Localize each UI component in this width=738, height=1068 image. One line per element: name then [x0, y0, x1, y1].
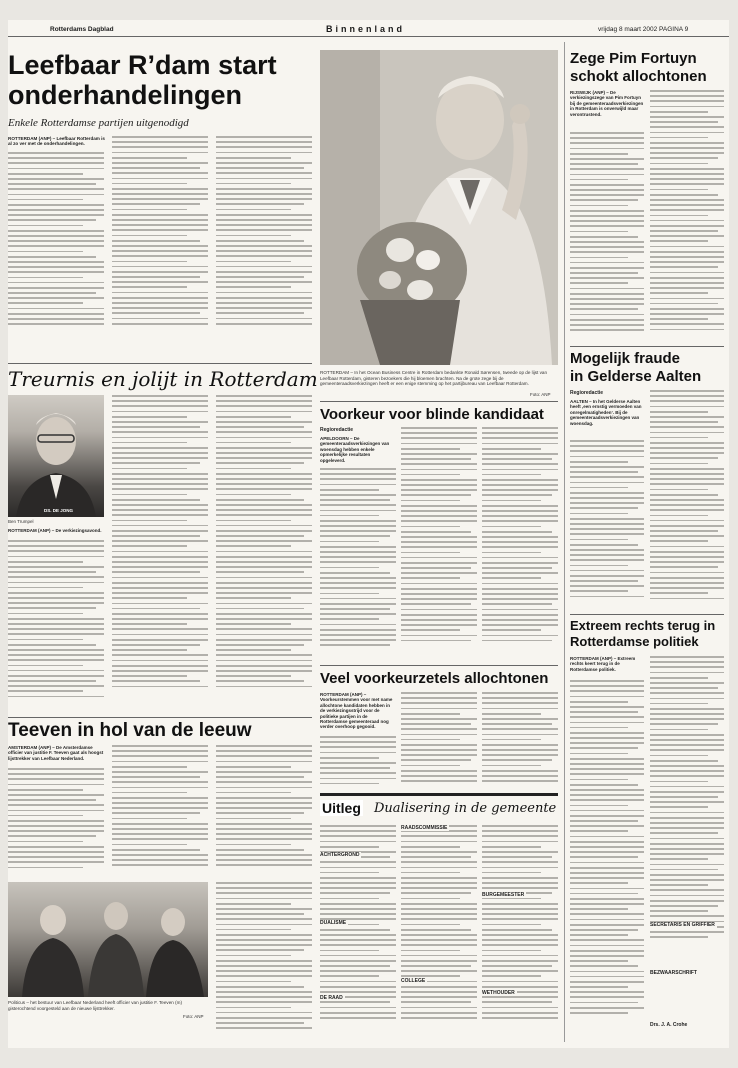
portrait-photo [8, 395, 104, 517]
portrait-name: DS. DE JONG [44, 508, 74, 513]
uitleg-col-2 [401, 825, 477, 1035]
uitleg-signature: Drs. J. A. Crohe [650, 1022, 688, 1028]
allochtonen-col-2 [401, 692, 477, 788]
rechts-col-1 [570, 680, 644, 1035]
treurnis-col-1 [8, 540, 104, 710]
section-rule-4 [320, 665, 558, 666]
main-col-3 [216, 136, 312, 352]
main-lead: ROTTERDAM (ANP) – Leefbaar Rotterdam is al zo ver met de onderhandelingen. [8, 136, 105, 147]
allochtonen-col-3 [482, 692, 558, 788]
blind-kicker: Regioredactie [320, 427, 354, 433]
header-rule [8, 36, 729, 37]
treurnis-headline: Treurnis en jolijt in Rotterdam [8, 367, 318, 391]
newspaper-page [8, 20, 729, 1048]
uitleg-sub-burgemeester: BURGEMEESTER [482, 892, 525, 898]
blind-lead: APELDOORN – De gemeenteraadsverkiezingen van woensdag hebben enkele opmerkelijke resultaten opgeleverd. [320, 436, 390, 463]
teeven-col-3 [216, 745, 312, 875]
fraude-kicker: Regioredactie [570, 390, 604, 396]
portrait-caption: Ben Trumpel [8, 519, 34, 524]
fortuyn-headline-1: Zege Pim Fortuyn [570, 50, 697, 67]
teeven-lead: AMSTERDAM (ANP) – De Amsterdamse officier van justitie F. Teeven gaat als hoogst lijsttrekker van Leefbaar Nederland. [8, 745, 104, 761]
main-headline-2: onderhandelingen [8, 80, 243, 110]
fortuyn-col-1 [570, 132, 644, 342]
section-title: Binnenland [326, 24, 405, 34]
main-col-2 [112, 136, 208, 352]
center-photo-credit: Foto: ANP [530, 392, 551, 397]
center-photo [320, 50, 558, 365]
rechts-headline-2: Rotterdamse politiek [570, 634, 699, 649]
teeven-col-4 [216, 882, 312, 1037]
uitleg-sub-wethouder: WETHOUDER [482, 990, 515, 996]
page-date: vrijdag 8 maart 2002 PAGINA 9 [598, 26, 689, 33]
uitleg-title: Dualisering in de gemeente [374, 801, 557, 816]
fraude-col-1 [570, 440, 644, 610]
uitleg-sub-college: COLLEGE [401, 978, 426, 984]
uitleg-sub-raadscommissie: RAADSCOMMISSIE [401, 825, 448, 831]
main-col-1 [8, 152, 104, 352]
section-rule [8, 363, 312, 364]
uitleg-badge: Uitleg [322, 800, 361, 816]
treurnis-lead: ROTTERDAM (ANP) – De verkiezingsavond. [8, 528, 102, 533]
allochtonen-col-1 [320, 736, 396, 788]
fraude-headline-2: in Gelderse Aalten [570, 368, 702, 385]
rechts-lead: ROTTERDAM (ANP) – Extreem rechts keert terug in de Rotterdamse politiek. [570, 656, 636, 672]
teeven-photo [8, 882, 208, 997]
section-rule-6 [570, 614, 724, 615]
uitleg-sub-achtergrond: ACHTERGROND [320, 852, 360, 858]
uitleg-rule [320, 793, 558, 796]
blind-col-1 [320, 468, 396, 658]
blind-col-3 [482, 427, 558, 658]
rechts-col-2 [650, 656, 724, 956]
section-rule-5 [570, 346, 724, 347]
teeven-photo-credit: Foto: ANP [183, 1014, 204, 1019]
treurnis-col-3 [216, 395, 312, 710]
fraude-lead: AALTEN – In het Gelderse Aalten heeft ,een ernstig vermoeden van onregelmatigheden’. Bij de gemeenteraadsverkiezingen van woensdag. [570, 399, 642, 426]
teeven-photo-figures [8, 882, 208, 997]
main-headline-1: Leefbaar R’dam start [8, 50, 277, 80]
column-divider [564, 42, 565, 1042]
allochtonen-lead: ROTTERDAM (ANP) – Voorkeurstemmen voor met name allochtone kandidaten hebben in de verkiezingsstrijd voor de politieke partijen in de Rotterdamse gemeenteraad nog verder overhoop gegooid. [320, 692, 393, 730]
uitleg-sub-secretaris: SECRETARIS EN GRIFFIER [650, 922, 715, 928]
fortuyn-lead: RIJSWIJK (ANP) – De verkiezingszege van Pim Fortuyn bij de gemeenteraadsverkiezingen in Rotterdam is onverwijld maar verontrustend. [570, 90, 644, 117]
teeven-photo-caption: Politicus – het bestuur van Leefbaar Nederland heeft officier van justitie F. Teeven (m) gisterochtend voorgesteld aan de nieuwe lijsttrekker. [8, 1000, 182, 1011]
portrait-figure [8, 395, 104, 517]
blind-col-2 [401, 427, 477, 658]
fraude-col-2 [650, 390, 724, 610]
section-rule-3 [320, 401, 558, 402]
section-rule-2 [8, 717, 312, 718]
uitleg-col-3 [482, 825, 558, 1035]
teeven-col-1 [8, 768, 104, 876]
treurnis-col-2 [112, 395, 208, 710]
fraude-headline-1: Mogelijk fraude [570, 350, 681, 367]
allochtonen-headline: Veel voorkeurzetels allochtonen [320, 670, 549, 687]
center-photo-scene [320, 50, 558, 365]
teeven-headline: Teeven in hol van de leeuw [8, 720, 252, 741]
main-deck: Enkele Rotterdamse partijen uitgenodigd [8, 117, 189, 129]
uitleg-sub-dualisme: DUALISME [320, 920, 347, 926]
uitleg-sub-raad: DE RAAD [320, 995, 343, 1001]
center-photo-caption: ROTTERDAM – In het Ocean Business Centre in Rotterdam bedankte Ronald Sørensen, tweede op de lijst van Leefbaar Rotterdam, gisteren bezoekers die hij bloemen brachten. Na de grote zege bij de gemeenteraadsverkiezingen heeft er een enige stemming op het partijbureau van Leefbaar Rotterdam. [320, 370, 547, 387]
rechts-headline-1: Extreem rechts terug in [570, 618, 716, 633]
uitleg-sub-bezwaarschrift: BEZWAARSCHRIFT [650, 970, 697, 976]
fortuyn-col-2 [650, 90, 724, 342]
masthead-left: Rotterdams Dagblad [50, 26, 114, 33]
blind-headline: Voorkeur voor blinde kandidaat [320, 406, 544, 423]
teeven-col-2 [112, 745, 208, 875]
fortuyn-headline-2: schokt allochtonen [570, 68, 707, 85]
